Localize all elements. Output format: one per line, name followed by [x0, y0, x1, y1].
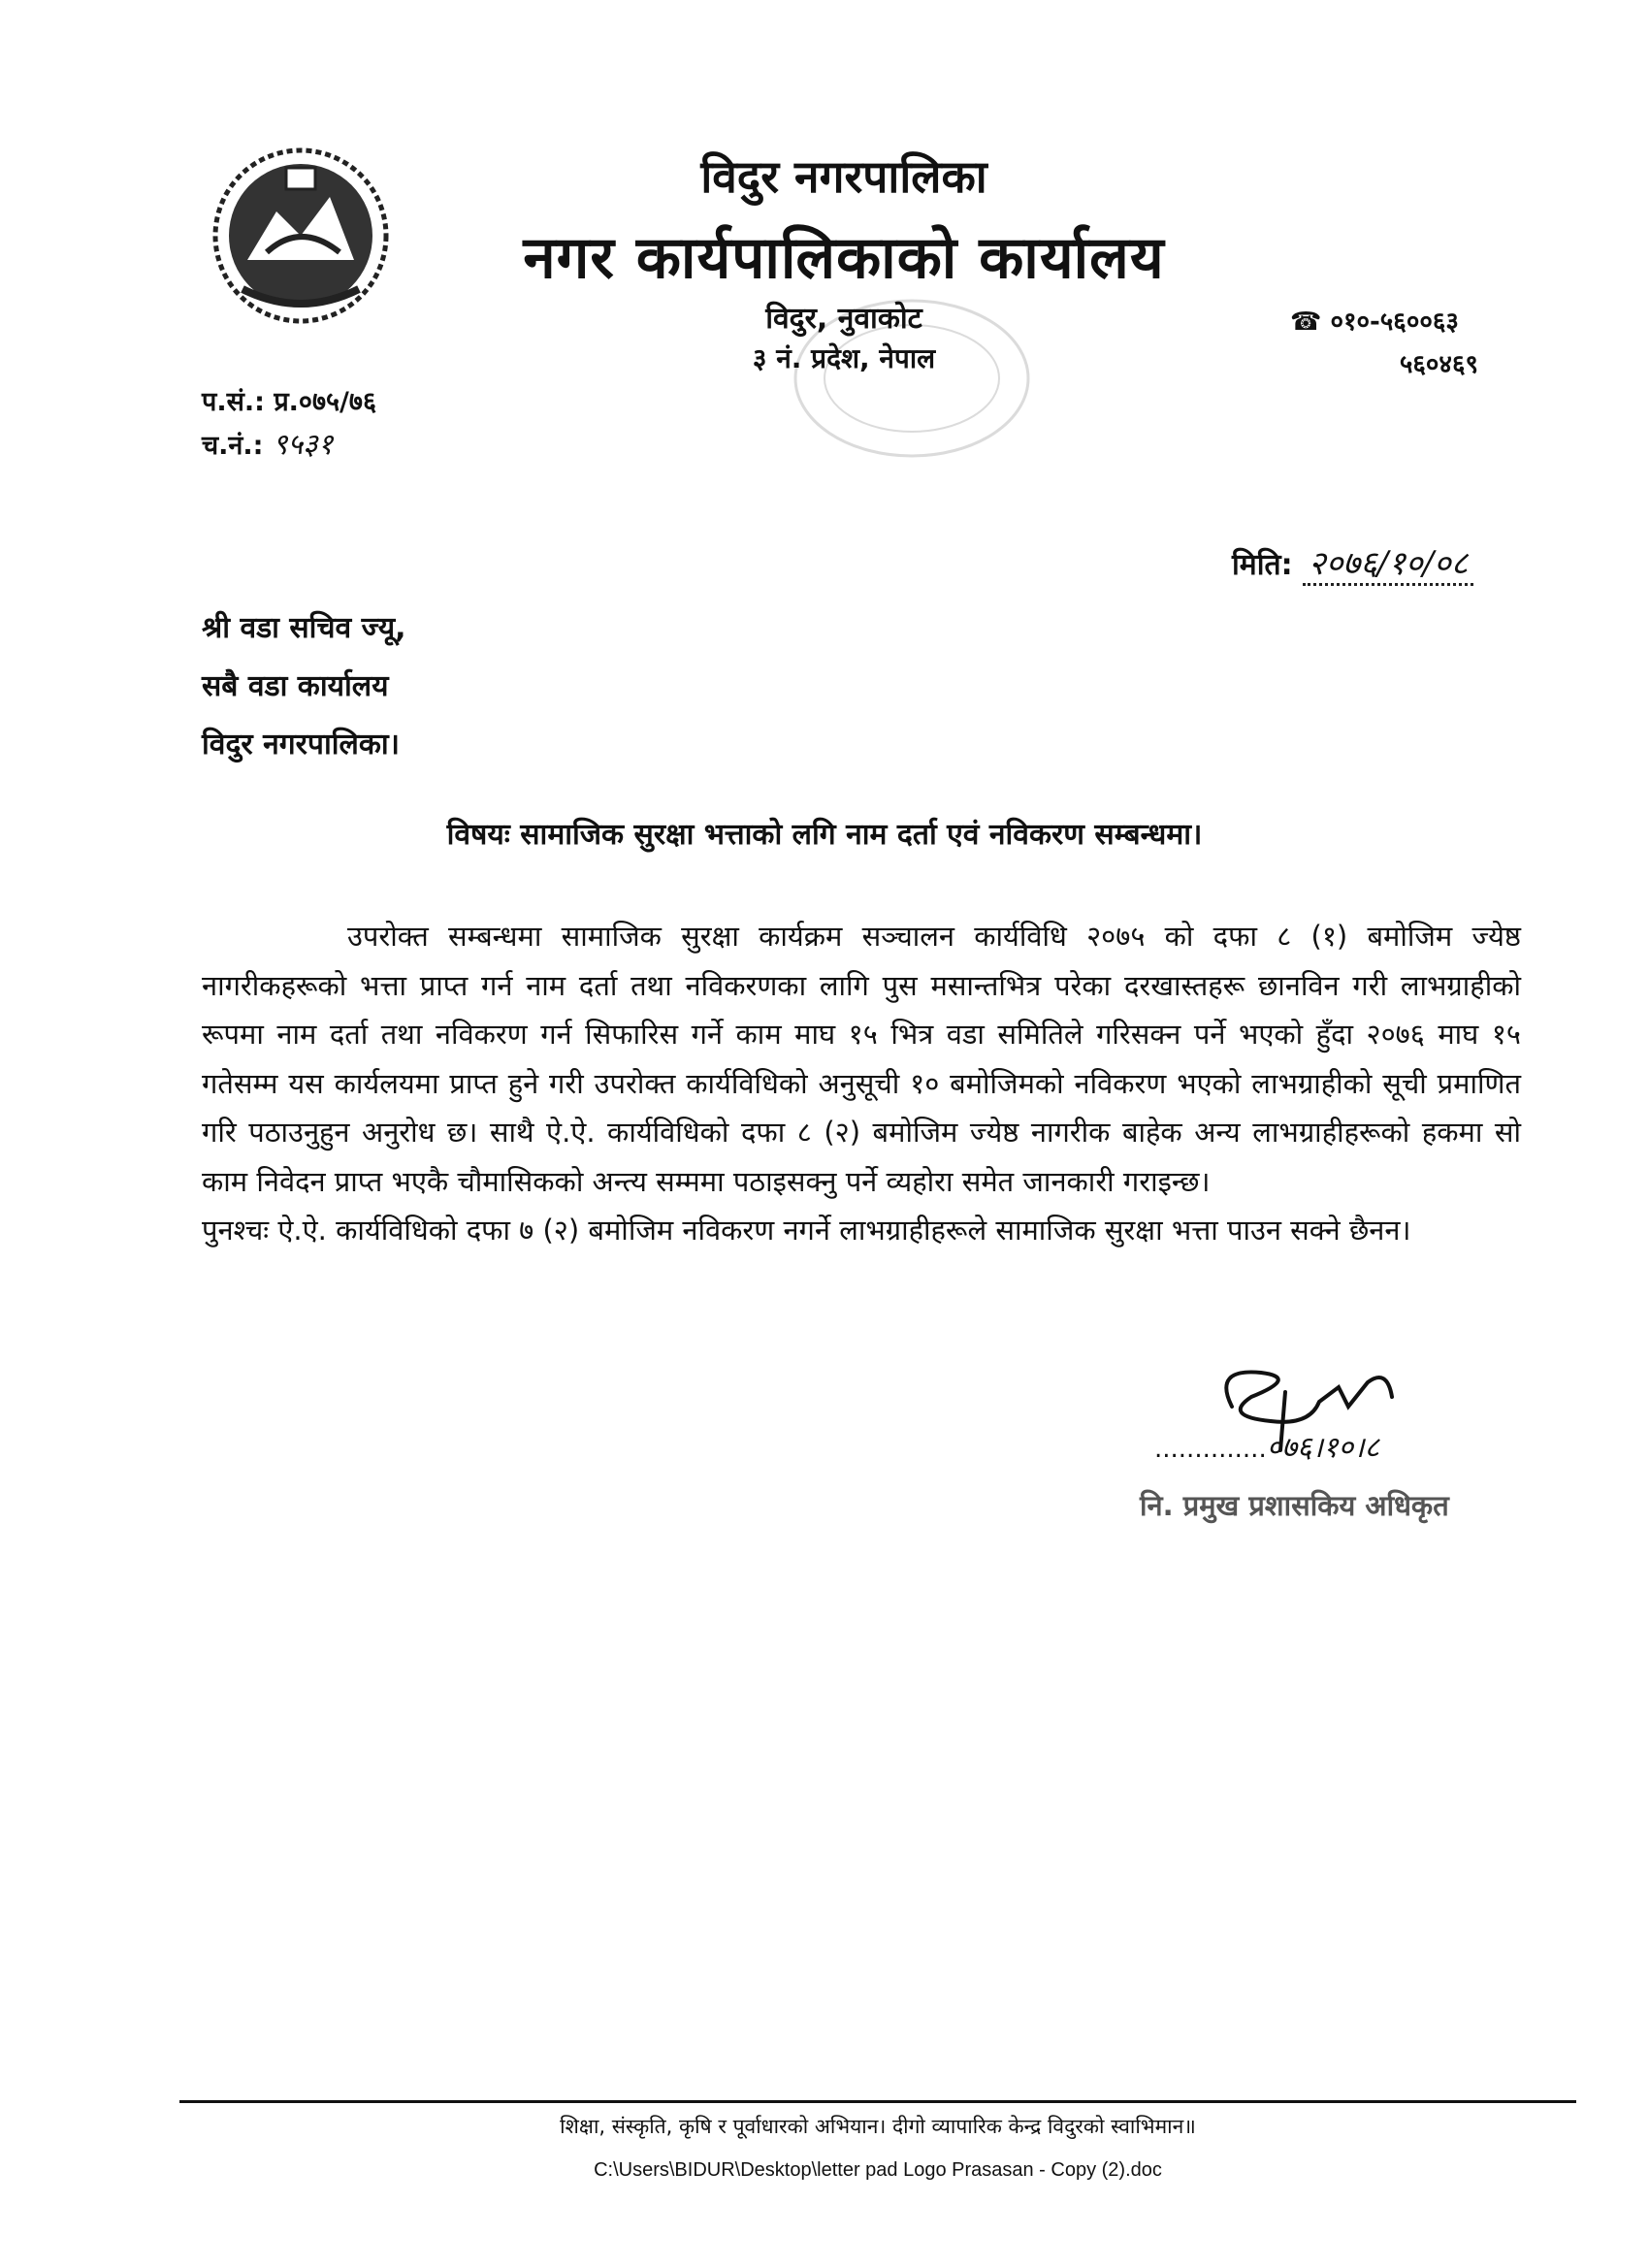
cn-value: ९५३१ [272, 428, 334, 462]
body-paragraph: उपरोक्त सम्बन्धमा सामाजिक सुरक्षा कार्यक्रम सञ्चालन कार्यविधि २०७५ को दफा ८ (१) बमोजिम ज्येष्ठ नागरीकहरूको भत्ता प्राप्त गर्न नाम दर्ता तथा नविकरणका लागि पुस मसान्तभित्र परेका दरखास्तहरू छानविन गरी लाभग्राहीको रूपमा नाम दर्ता तथा नविकरण गर्न सिफारिस गर्ने काम माघ १५ भित्र वडा समितिले गरिसक्न पर्ने भएको हुँदा २०७६ माघ १५ गतेसम्म यस कार्यलयमा प्राप्त हुने गरी उपरोक्त कार्यविधिको अनुसूची १० बमोजिमको नविकरण भएको लाभग्राहीको सूची प्रमाणित गरि पठाउनुहुन अनुरोध छ। साथै ऐ.ऐ. कार्यविधिको दफा ८ (२) बमोजिम ज्येष्ठ नागरीक बाहेक अन्य लाभग्राहीहरूको हकमा सो काम निवेदन प्राप्त भएकै चौमासिकको अन्त्य सम्ममा पठाइसक्नु पर्ने व्यहोरा समेत जानकारी गराइन्छ। [202, 920, 1521, 1198]
municipality-name: विदुर नगरपालिका [700, 150, 987, 203]
office-name: नगर कार्यपालिकाको कार्यालय [523, 224, 1165, 292]
footer-motto: शिक्षा, संस्कृति, कृषि र पूर्वाधारको अभियान। दीगो व्यापारिक केन्द्र विदुरको स्वाभिमान॥ [560, 2115, 1196, 2138]
letter-date [1232, 539, 1473, 584]
phone-number-2: ५६०४६९ [1399, 350, 1478, 379]
signature-date-value: ०७६।१०।८ [1266, 1431, 1380, 1465]
ps-value: प्र.०७५/७६ [274, 387, 376, 417]
addressee-line-3: विदुर नगरपालिका। [202, 728, 401, 761]
letter-body [202, 912, 1521, 1255]
addressee-block [202, 599, 406, 774]
date-value: २०७६/१०/०८ [1303, 544, 1473, 586]
reference-cn [202, 424, 376, 468]
reference-block [202, 381, 376, 468]
nepal-emblem-icon [209, 144, 393, 328]
addressee-line-1: श्री वडा सचिव ज्यू, [202, 611, 406, 645]
phone-number-1: ☎ ०१०-५६००६३ [1290, 308, 1459, 337]
signature-date [1154, 1426, 1379, 1466]
office-province: ३ नं. प्रदेश, नेपाल [752, 342, 936, 374]
footer-filepath: C:\Users\BIDUR\Desktop\letter pad Logo Prasasan - Copy (2).doc [594, 2159, 1162, 2181]
phone-block [1290, 303, 1533, 380]
date-label: मिति: [1232, 548, 1293, 582]
letter-subject: विषयः सामाजिक सुरक्षा भत्ताको लगि नाम दर्ता एवं नविकरण सम्बन्धमा। [446, 818, 1203, 852]
body-postscript: पुनश्चः ऐ.ऐ. कार्यविधिको दफा ७ (२) बमोजिम नविकरण नगर्ने लाभग्राहीहरूले सामाजिक सुरक्षा भत्ता पाउन सक्ने छैनन। [202, 1214, 1411, 1247]
cn-label: च.नं.: [202, 431, 264, 461]
addressee-line-2: सबै वडा कार्यालय [202, 669, 389, 703]
office-location: विदुर, नुवाकोट [765, 302, 922, 336]
reference-ps [202, 381, 376, 424]
signatory-title: नि. प्रमुख प्रशासकिय अधिकृत [1140, 1489, 1449, 1522]
ps-label: प.सं.: [202, 387, 265, 417]
signature-dots: .............. [1154, 1435, 1267, 1464]
footer-divider [179, 2100, 1576, 2103]
